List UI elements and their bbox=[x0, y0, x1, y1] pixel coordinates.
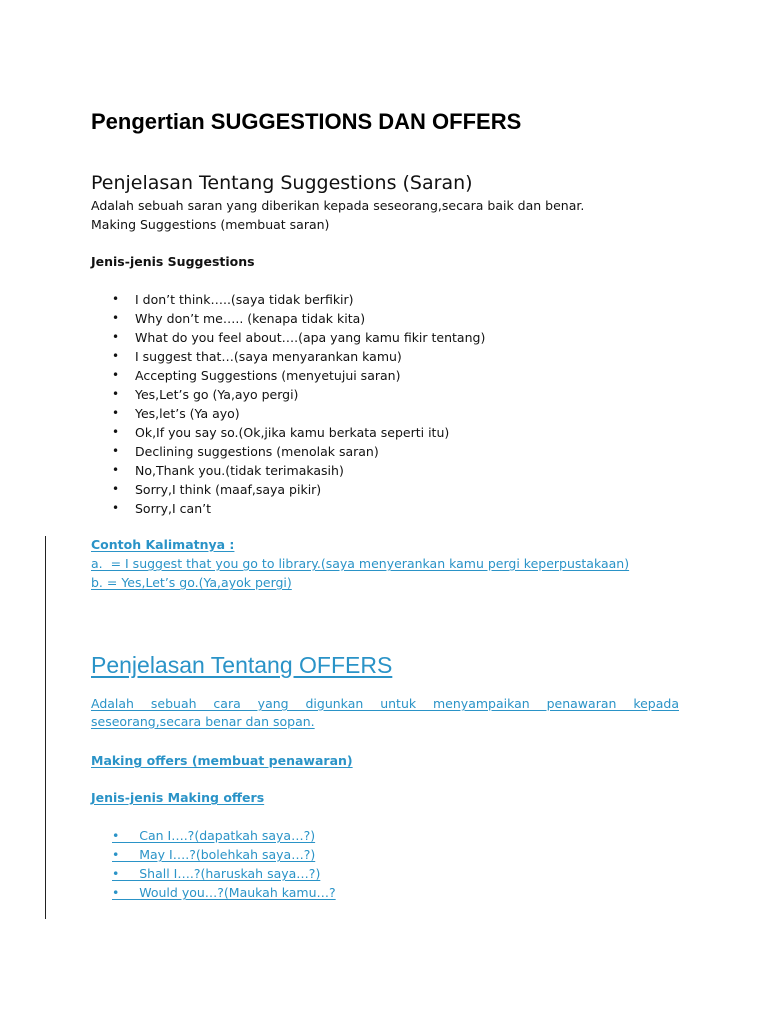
list-item-text: Yes,Let’s go (Ya,ayo pergi) bbox=[135, 387, 299, 402]
bullet-icon: • bbox=[112, 444, 120, 458]
list-item-text: Yes,let’s (Ya ayo) bbox=[135, 406, 240, 421]
list-item bbox=[91, 366, 485, 385]
suggestion-types-heading: Jenis-jenis Suggestions bbox=[91, 254, 255, 269]
list-item bbox=[91, 461, 485, 480]
bullet-icon: • bbox=[112, 330, 120, 344]
offers-definition-text: Adalah sebuah cara yang digunkan untuk menyampaikan penawaran kepada seseorang,secara benar dan sopan. bbox=[91, 696, 679, 729]
page-title: Pengertian SUGGESTIONS DAN OFFERS bbox=[91, 109, 522, 134]
bullet-icon: • bbox=[112, 425, 120, 439]
example-line-b: b. = Yes,Let’s go.(Ya,ayok pergi) bbox=[91, 575, 292, 590]
example-line-a: a. = I suggest that you go to library.(saya menyerankan kamu pergi keperpustakaan) bbox=[91, 556, 630, 571]
list-item-text: Declining suggestions (menolak saran) bbox=[135, 444, 379, 459]
list-item bbox=[91, 290, 485, 309]
list-item: • Shall I….?(haruskah saya…?) bbox=[112, 866, 321, 881]
list-item-text: I suggest that…(saya menyarankan kamu) bbox=[135, 349, 402, 364]
list-item-text: Sorry,I think (maaf,saya pikir) bbox=[135, 482, 322, 497]
bullet-icon: • bbox=[112, 387, 120, 401]
list-item bbox=[91, 404, 485, 423]
suggestions-definition: Adalah sebuah saran yang diberikan kepada seseorang,secara baik dan benar. bbox=[91, 198, 585, 213]
list-item bbox=[91, 423, 485, 442]
list-item-text: I don’t think…..(saya tidak berfikir) bbox=[135, 292, 354, 307]
list-item: • May I….?(bolehkah saya…?) bbox=[112, 847, 316, 862]
examples-heading: Contoh Kalimatnya : bbox=[91, 537, 235, 552]
bullet-icon: • bbox=[112, 311, 120, 325]
bullet-icon: • bbox=[112, 368, 120, 382]
suggestions-heading: Penjelasan Tentang Suggestions (Saran) bbox=[91, 172, 473, 194]
bullet-icon: • bbox=[112, 406, 120, 420]
offer-types-heading: Jenis-jenis Making offers bbox=[91, 790, 265, 805]
list-item bbox=[91, 442, 485, 461]
bullet-icon: • bbox=[112, 292, 120, 306]
list-item: • Can I….?(dapatkah saya…?) bbox=[112, 828, 316, 843]
list-item-text: Why don’t me….. (kenapa tidak kita) bbox=[135, 311, 366, 326]
revision-bar bbox=[45, 536, 46, 919]
bullet-icon: • bbox=[112, 501, 120, 515]
list-item bbox=[91, 328, 485, 347]
list-item: • Would you…?(Maukah kamu…? bbox=[112, 885, 336, 900]
offers-heading: Penjelasan Tentang OFFERS bbox=[91, 652, 393, 678]
list-item-text: Accepting Suggestions (menyetujui saran) bbox=[135, 368, 401, 383]
list-item bbox=[91, 309, 485, 328]
bullet-icon: • bbox=[112, 482, 120, 496]
list-item bbox=[91, 385, 485, 404]
list-item-text: No,Thank you.(tidak terimakasih) bbox=[135, 463, 344, 478]
offers-list bbox=[91, 826, 336, 902]
bullet-icon: • bbox=[112, 463, 120, 477]
list-item-text: Ok,If you say so.(Ok,jika kamu berkata seperti itu) bbox=[135, 425, 450, 440]
list-item-text: What do you feel about….(apa yang kamu fikir tentang) bbox=[135, 330, 486, 345]
list-item bbox=[91, 347, 485, 366]
making-suggestions-label: Making Suggestions (membuat saran) bbox=[91, 217, 330, 232]
list-item bbox=[91, 499, 485, 518]
list-item bbox=[91, 480, 485, 499]
suggestions-list bbox=[91, 290, 485, 518]
list-item-text: Sorry,I can’t bbox=[135, 501, 212, 516]
making-offers-label: Making offers (membuat penawaran) bbox=[91, 753, 353, 768]
bullet-icon: • bbox=[112, 349, 120, 363]
offers-definition bbox=[91, 695, 679, 731]
